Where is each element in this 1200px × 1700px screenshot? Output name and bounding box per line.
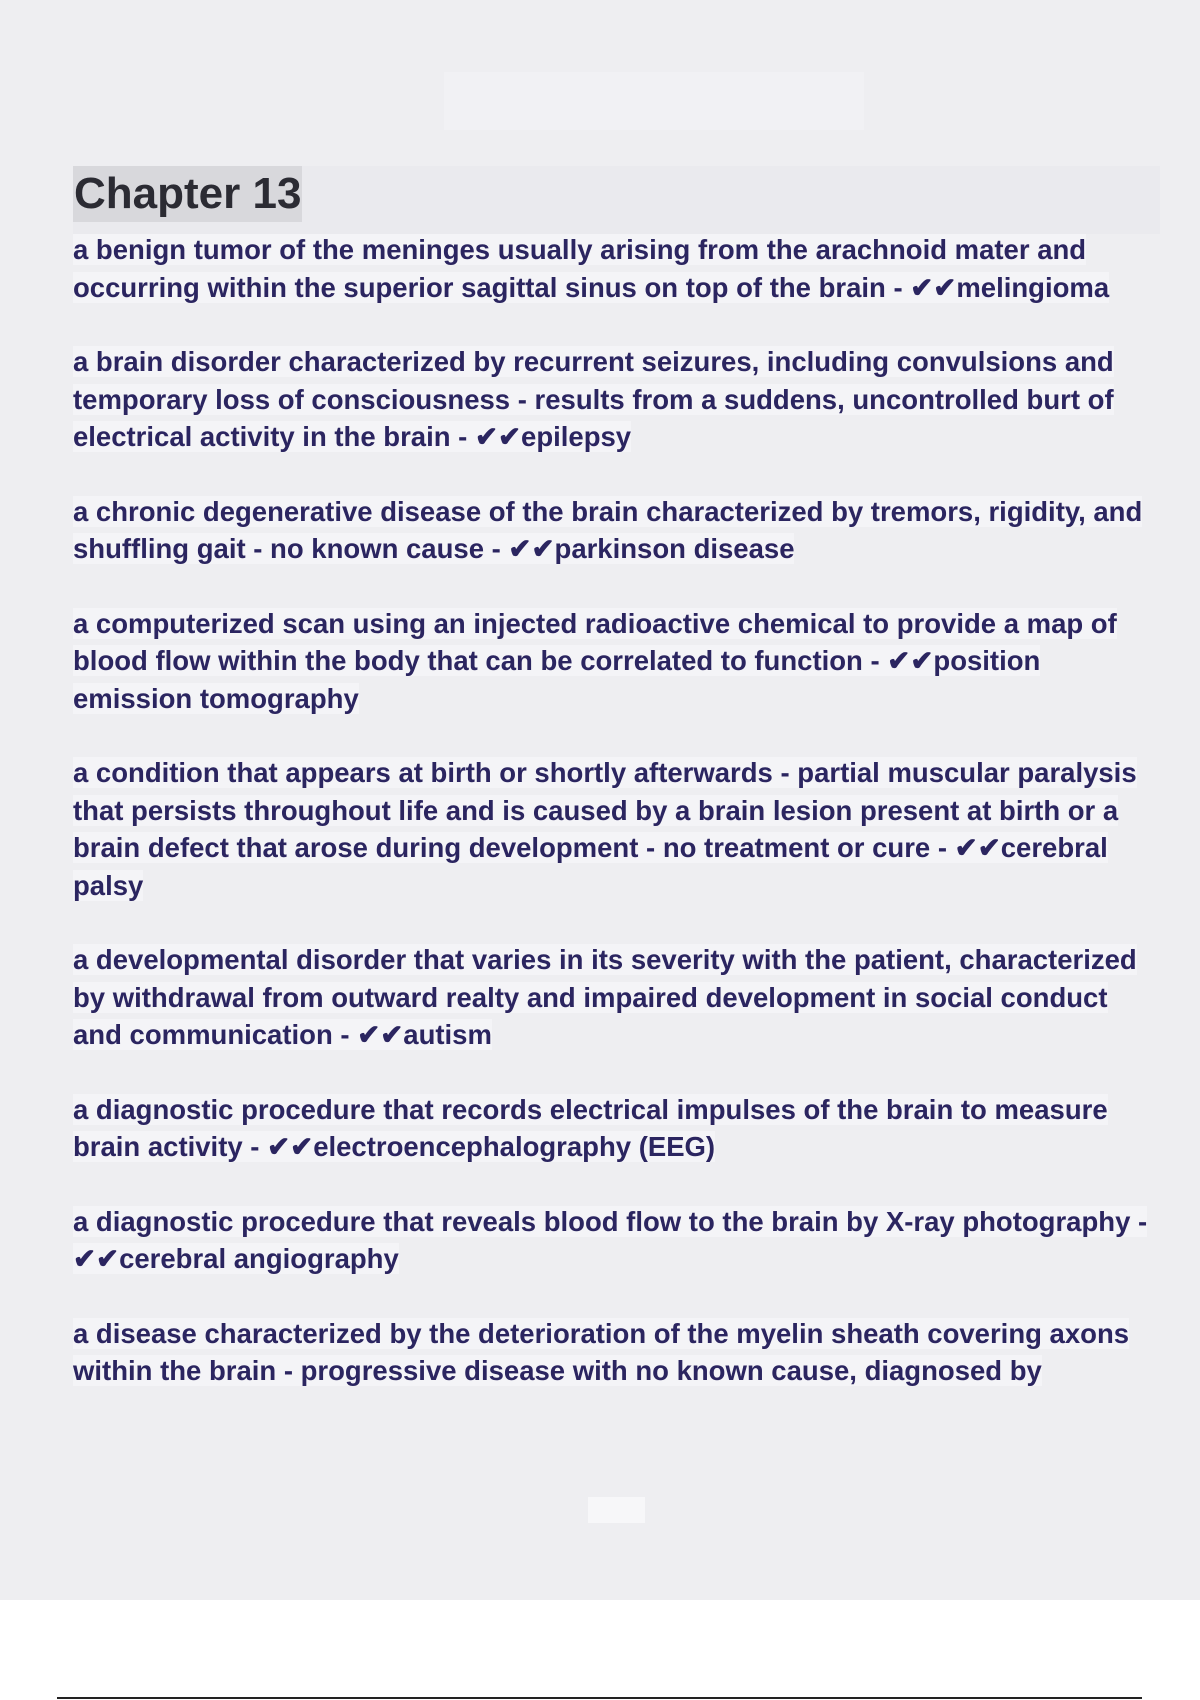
flashcard-entry (73, 493, 1163, 568)
check-mark-icon: ✔✔ (508, 533, 555, 564)
chapter-title: Chapter 13 (73, 166, 302, 222)
entry-question: a diagnostic procedure that records electrical impulses of the brain to measure brain activity - (73, 1093, 1108, 1162)
page-header-blank (444, 72, 864, 130)
entry-answer: electroencephalography (EEG) (313, 1131, 716, 1162)
page-footer-marker (588, 1497, 645, 1523)
check-mark-icon: ✔✔ (73, 1243, 120, 1274)
check-mark-icon: ✔✔ (954, 832, 1001, 863)
flashcard-entry (73, 754, 1163, 904)
entry-answer: position emission tomography (73, 645, 1041, 714)
bottom-divider (57, 1697, 1142, 1699)
flashcard-entry (73, 231, 1163, 306)
entry-answer: cerebral palsy (73, 832, 1108, 901)
entry-answer: cerebral angiography (119, 1243, 399, 1274)
check-mark-icon: ✔✔ (887, 645, 934, 676)
flashcard-entry (73, 1091, 1163, 1166)
flashcard-entry (73, 605, 1163, 718)
flashcard-entry (73, 343, 1163, 456)
entry-answer: melingioma (956, 271, 1110, 303)
flashcard-entry (73, 941, 1163, 1054)
entry-answer: autism (403, 1019, 492, 1050)
entry-question: a condition that appears at birth or shortly afterwards - partial muscular paralysis that persists throughout life and is caused by a brain lesion present at birth or a brain defect that arose during development - no treatment or cure - (73, 757, 1137, 863)
entry-answer: epilepsy (521, 421, 632, 452)
entry-answer: parkinson disease (554, 533, 795, 564)
entry-question: a computerized scan using an injected radioactive chemical to provide a map of blood flow within the body that can be correlated to function - (73, 607, 1117, 676)
check-mark-icon: ✔✔ (474, 421, 522, 452)
entry-question: a benign tumor of the meninges usually arising from the arachnoid mater and occurring within the superior sagittal sinus on top of the brain - (73, 234, 1087, 303)
entry-question: a disease characterized by the deterioration of the myelin sheath covering axons within the brain - progressive disease with no known cause, diagnosed by (73, 1317, 1130, 1386)
check-mark-icon: ✔✔ (910, 271, 957, 303)
flashcard-entry (73, 1315, 1163, 1390)
flashcard-entry (73, 1203, 1163, 1278)
entry-question: a developmental disorder that varies in its severity with the patient, characterized by withdrawal from outward realty and impaired development in social conduct and communication - (73, 944, 1137, 1050)
entry-question: a diagnostic procedure that reveals blood flow to the brain by X-ray photography - (73, 1205, 1148, 1237)
check-mark-icon: ✔✔ (267, 1131, 314, 1162)
entry-question: a chronic degenerative disease of the brain characterized by tremors, rigidity, and shuffling gait - no known cause - (73, 495, 1143, 564)
flashcard-list (73, 231, 1163, 1427)
entry-question: a brain disorder characterized by recurrent seizures, including convulsions and temporary loss of consciousness - results from a suddens, uncontrolled burt of electrical activity in the brain - (73, 346, 1114, 452)
check-mark-icon: ✔✔ (357, 1019, 404, 1050)
